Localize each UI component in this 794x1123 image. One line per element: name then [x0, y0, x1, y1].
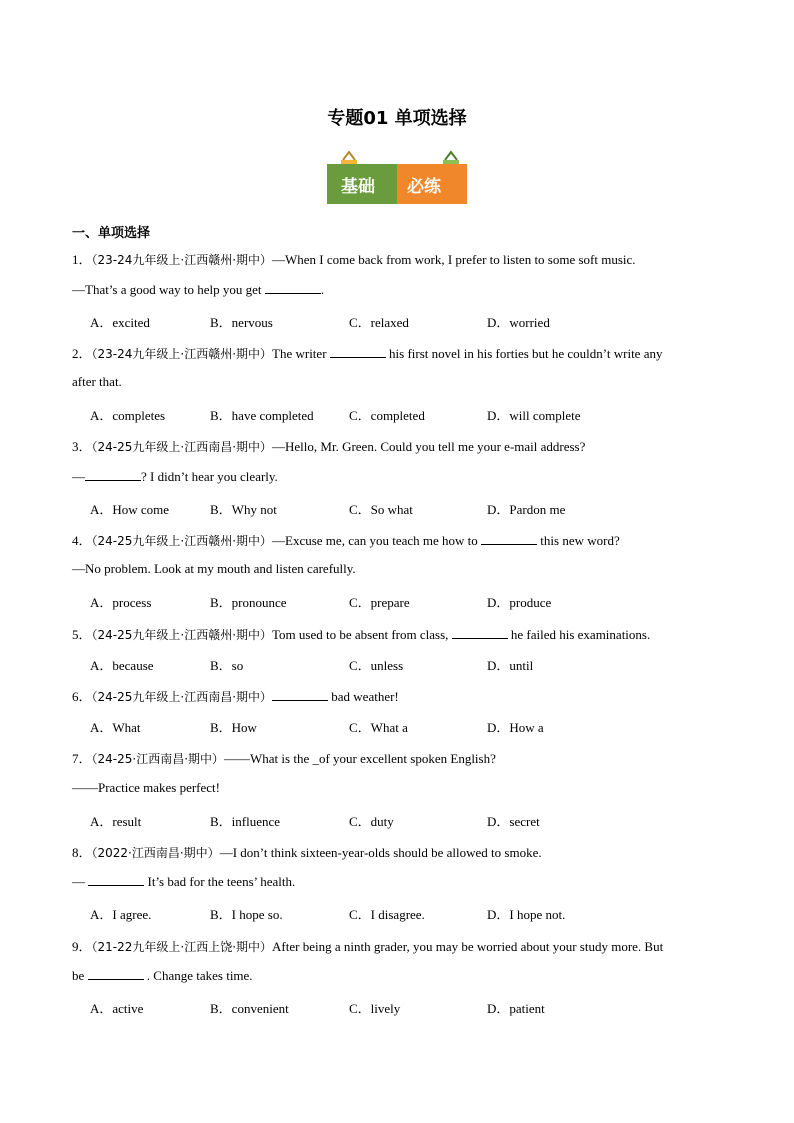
question-text: . Change takes time.: [143, 968, 253, 983]
question-1-options: [90, 312, 690, 330]
question-number: 3．: [72, 439, 92, 454]
question-4-line2: —No problem. Look at my mouth and listen carefully.: [72, 561, 356, 576]
question-text: —I don’t think sixteen-year-olds should be allowed to smoke.: [219, 845, 542, 860]
question-text: ——What is the _of your excellent spoken English?: [224, 751, 496, 766]
question-text: Tom used to be absent from class,: [272, 627, 452, 642]
option-a[interactable]: A．How come: [90, 502, 170, 517]
option-c[interactable]: C．prepare: [349, 595, 410, 610]
question-6: [72, 686, 399, 705]
option-a[interactable]: A．excited: [90, 315, 150, 330]
option-d[interactable]: D．I hope not.: [487, 907, 566, 922]
option-d[interactable]: D．secret: [487, 814, 540, 829]
question-text: —: [72, 469, 85, 484]
badge-left-label: 基础: [341, 177, 375, 197]
question-text: The writer: [272, 346, 330, 361]
question-text: —: [72, 874, 89, 889]
option-b[interactable]: B．influence: [210, 814, 281, 829]
question-text: this new word?: [537, 533, 620, 548]
option-c[interactable]: C．I disagree.: [349, 907, 425, 922]
question-number: 2．: [72, 346, 92, 361]
question-source: （24-25九年级上·江西赣州·期中）: [91, 628, 273, 642]
option-b[interactable]: B．I hope so.: [210, 907, 283, 922]
question-7-line2: ——Practice makes perfect!: [72, 780, 220, 795]
question-2: [72, 343, 662, 362]
section-heading: 一、单项选择: [72, 226, 151, 241]
option-a[interactable]: A．completes: [90, 408, 166, 423]
option-a[interactable]: A．process: [90, 595, 152, 610]
question-text: he failed his examinations.: [507, 627, 651, 642]
question-text: —Hello, Mr. Green. Could you tell me your e-mail address?: [272, 439, 586, 454]
badge-right-label: 必练: [407, 177, 441, 197]
option-c[interactable]: C．duty: [349, 814, 394, 829]
answer-blank: [265, 281, 321, 294]
question-number: 5．: [72, 627, 92, 642]
option-b[interactable]: B．How: [210, 720, 257, 735]
question-1: [72, 249, 636, 268]
option-a[interactable]: A．I agree.: [90, 907, 152, 922]
option-d[interactable]: D．will complete: [487, 408, 581, 423]
question-8-line2: [72, 873, 295, 890]
question-source: （24-25九年级上·江西赣州·期中）: [91, 534, 273, 548]
question-3-line2: [72, 468, 278, 485]
question-text: —Excuse me, can you teach me how to: [272, 533, 482, 548]
question-number: 7．: [72, 751, 92, 766]
option-c[interactable]: C．unless: [349, 658, 404, 673]
question-source: （2022·江西南昌·期中）: [91, 846, 220, 860]
option-b[interactable]: B．pronounce: [210, 595, 287, 610]
question-text: be: [72, 968, 88, 983]
option-c[interactable]: C．completed: [349, 408, 425, 423]
option-c[interactable]: C．So what: [349, 502, 413, 517]
section-badge: [327, 150, 467, 208]
question-4-options: [90, 592, 690, 610]
question-text: —That’s a good way to help you get: [72, 282, 265, 297]
question-text: After being a ninth grader, you may be worried about your study more. But: [272, 939, 664, 954]
question-2-line2: after that.: [72, 374, 122, 389]
option-a[interactable]: A．because: [90, 658, 154, 673]
question-5-options: [90, 655, 690, 673]
option-d[interactable]: D．Pardon me: [487, 502, 566, 517]
option-c[interactable]: C．relaxed: [349, 315, 409, 330]
question-number: 6．: [72, 689, 92, 704]
question-4: [72, 530, 620, 549]
question-5: [72, 624, 650, 643]
question-7: [72, 748, 496, 767]
question-9: [72, 936, 663, 955]
question-number: 9．: [72, 939, 92, 954]
question-8: [72, 842, 542, 861]
answer-blank: [272, 688, 328, 701]
question-6-options: [90, 717, 690, 735]
question-9-options: [90, 998, 690, 1016]
option-b[interactable]: B．nervous: [210, 315, 273, 330]
question-text: his first novel in his forties but he couldn’t write any: [385, 346, 663, 361]
question-text: ? I didn’t hear you clearly.: [141, 469, 278, 484]
question-text: —When I come back from work, I prefer to listen to some soft music.: [272, 252, 636, 267]
option-b[interactable]: B．have completed: [210, 408, 314, 423]
page-title: 专题01 单项选择: [327, 108, 467, 129]
question-text: .: [320, 282, 325, 297]
option-a[interactable]: A．What: [90, 720, 141, 735]
question-source: （24-25九年级上·江西南昌·期中）: [91, 440, 273, 454]
option-d[interactable]: D．produce: [487, 595, 552, 610]
question-source: （23-24九年级上·江西赣州·期中）: [91, 347, 273, 361]
option-b[interactable]: B．convenient: [210, 1001, 289, 1016]
question-number: 4．: [72, 533, 92, 548]
answer-blank: [88, 967, 144, 980]
option-a[interactable]: A．active: [90, 1001, 144, 1016]
question-source: （24-25·江西南昌·期中）: [91, 752, 225, 766]
answer-blank: [85, 468, 141, 481]
question-number: 1．: [72, 252, 92, 267]
question-9-line2: [72, 967, 253, 984]
question-text: It’s bad for the teens’ health.: [144, 874, 296, 889]
option-b[interactable]: B．so: [210, 658, 244, 673]
question-3: [72, 436, 585, 455]
question-source: （23-24九年级上·江西赣州·期中）: [91, 253, 273, 267]
option-d[interactable]: D．patient: [487, 1001, 545, 1016]
question-source: （24-25九年级上·江西南昌·期中）: [91, 690, 273, 704]
option-d[interactable]: D．until: [487, 658, 534, 673]
question-number: 8．: [72, 845, 92, 860]
answer-blank: [452, 626, 508, 639]
question-8-options: [90, 904, 690, 922]
question-7-options: [90, 811, 690, 829]
question-1-line2: [72, 281, 324, 298]
option-d[interactable]: D．worried: [487, 315, 550, 330]
answer-blank: [88, 873, 144, 886]
answer-blank: [330, 345, 386, 358]
question-3-options: [90, 499, 690, 517]
option-a[interactable]: A．result: [90, 814, 142, 829]
option-c[interactable]: C．lively: [349, 1001, 401, 1016]
option-b[interactable]: B．Why not: [210, 502, 277, 517]
option-d[interactable]: D．How a: [487, 720, 544, 735]
answer-blank: [481, 532, 537, 545]
question-source: （21-22九年级上·江西上饶·期中）: [91, 940, 273, 954]
option-c[interactable]: C．What a: [349, 720, 408, 735]
question-text: bad weather!: [328, 689, 399, 704]
question-2-options: [90, 405, 690, 423]
